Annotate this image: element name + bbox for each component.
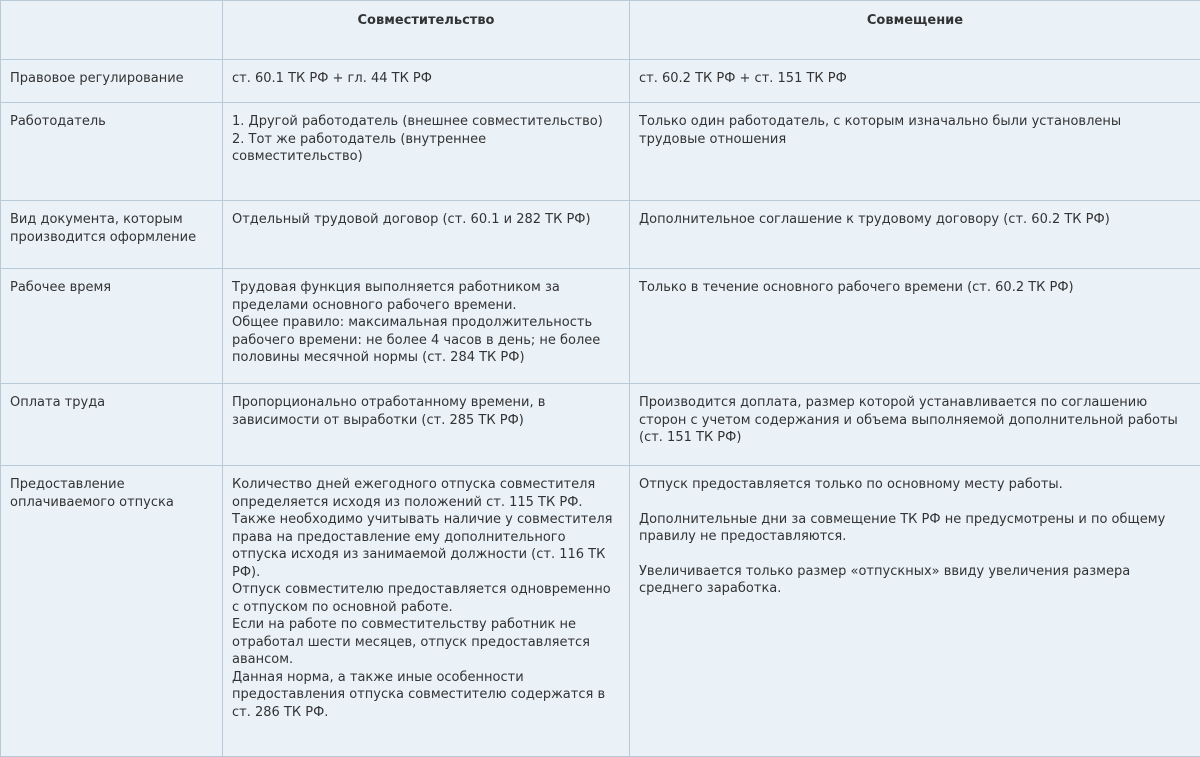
table-row — [1, 201, 1200, 269]
cell-text: Данная норма, а также иные особенности предоставления отпуска совместителю содержатся в ст. 286 ТК РФ. — [232, 669, 620, 722]
cell-sovmestitelstvo — [223, 384, 630, 466]
row-label: Оплата труда — [1, 384, 223, 466]
cell-sovmeshchenie — [630, 103, 1200, 201]
cell-sovmestitelstvo — [223, 201, 630, 269]
cell-text: Дополнительное соглашение к трудовому договору (ст. 60.2 ТК РФ) — [639, 211, 1191, 229]
row-label: Вид документа, которым производится оформление — [1, 201, 223, 269]
cell-text: Трудовая функция выполняется работником за пределами основного рабочего времени. — [232, 279, 620, 314]
cell-text: 2. Тот же работодатель (внутреннее совместительство) — [232, 131, 620, 166]
row-label: Работодатель — [1, 103, 223, 201]
cell-text: Также необходимо учитывать наличие у совместителя права на предоставление ему дополнительного отпуска исходя из занимаемой должности (ст. 116 ТК РФ). — [232, 511, 620, 581]
cell-text: Только в течение основного рабочего времени (ст. 60.2 ТК РФ) — [639, 279, 1191, 297]
table-row — [1, 269, 1200, 384]
cell-text: Отдельный трудовой договор (ст. 60.1 и 282 ТК РФ) — [232, 211, 620, 229]
cell-sovmeshchenie — [630, 384, 1200, 466]
cell-text: Дополнительные дни за совмещение ТК РФ не предусмотрены и по общему правилу не предоставляются. — [639, 511, 1191, 546]
header-sovmestitelstvo: Совместительство — [223, 1, 630, 60]
cell-sovmeshchenie — [630, 466, 1200, 757]
cell-sovmeshchenie — [630, 60, 1200, 103]
cell-text: ст. 60.2 ТК РФ + ст. 151 ТК РФ — [639, 70, 1191, 88]
cell-text: Производится доплата, размер которой устанавливается по соглашению сторон с учетом содержания и объема выполняемой дополнительной работы (ст. 151 ТК РФ) — [639, 394, 1191, 447]
cell-sovmeshchenie — [630, 269, 1200, 384]
table-row — [1, 466, 1200, 757]
cell-sovmestitelstvo — [223, 269, 630, 384]
cell-text: Отпуск предоставляется только по основному месту работы. — [639, 476, 1191, 494]
table-row — [1, 103, 1200, 201]
cell-text: Увеличивается только размер «отпускных» ввиду увеличения размера среднего заработка. — [639, 563, 1191, 598]
cell-text: Только один работодатель, с которым изначально были установлены трудовые отношения — [639, 113, 1191, 148]
cell-sovmestitelstvo — [223, 60, 630, 103]
header-empty — [1, 1, 223, 60]
cell-text: 1. Другой работодатель (внешнее совместительство) — [232, 113, 620, 131]
cell-text: Количество дней ежегодного отпуска совместителя определяется исходя из положений ст. 115 ТК РФ. — [232, 476, 620, 511]
cell-sovmeshchenie — [630, 201, 1200, 269]
cell-text: Пропорционально отработанному времени, в зависимости от выработки (ст. 285 ТК РФ) — [232, 394, 620, 429]
cell-text: Общее правило: максимальная продолжительность рабочего времени: не более 4 часов в день; не более половины месячной нормы (ст. 284 ТК РФ) — [232, 314, 620, 367]
table-row — [1, 60, 1200, 103]
cell-text: Если на работе по совместительству работник не отработал шести месяцев, отпуск предоставляется авансом. — [232, 616, 620, 669]
cell-text: Отпуск совместителю предоставляется одновременно с отпуском по основной работе. — [232, 581, 620, 616]
cell-sovmestitelstvo — [223, 103, 630, 201]
cell-sovmestitelstvo — [223, 466, 630, 757]
table-row — [1, 384, 1200, 466]
table-header-row — [1, 1, 1200, 60]
header-sovmeshchenie: Совмещение — [630, 1, 1200, 60]
row-label: Правовое регулирование — [1, 60, 223, 103]
cell-text: ст. 60.1 ТК РФ + гл. 44 ТК РФ — [232, 70, 620, 88]
row-label: Рабочее время — [1, 269, 223, 384]
row-label: Предоставление оплачиваемого отпуска — [1, 466, 223, 757]
